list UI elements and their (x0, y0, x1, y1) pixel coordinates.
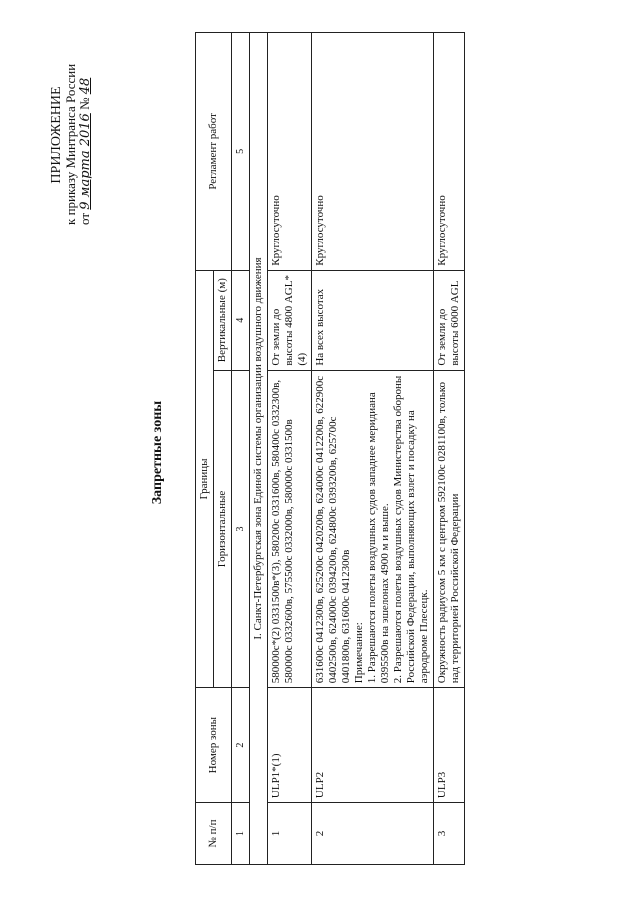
table-row (434, 33, 465, 865)
number-prefix: № (77, 97, 92, 110)
note-item: 1. Разрешаются полеты воздушных судов западнее меридиана 0395500в на эшелонах 4900 м и выше. (366, 392, 391, 684)
horizontal-bounds: 580000с*(2) 0331500в*(3), 580200с 0331600в, 580400с 0332300в, 580000с 0332600в, 575500с 0332000в, 580000с 0331500в (268, 370, 312, 688)
note-title: Примечание: (353, 622, 365, 684)
annex-date-line (78, 45, 93, 225)
vertical-bounds: На всех высотах (312, 270, 434, 370)
vertical-bounds: От земли до высоты 4800 AGL*(4) (268, 270, 312, 370)
annex-block (50, 45, 93, 225)
schedule: Круглосуточно (268, 33, 312, 271)
table-row (312, 33, 434, 865)
header-row (196, 33, 214, 865)
col-number: 3 (232, 370, 250, 688)
col-number: 1 (232, 803, 250, 865)
zone-number: ULP2 (312, 688, 434, 803)
row-num: 1 (268, 803, 312, 865)
table-row (268, 33, 312, 865)
handwritten-date: 9 марта 2016 (78, 113, 93, 210)
zone-number: ULP3 (434, 688, 465, 803)
col-number: 2 (232, 688, 250, 803)
handwritten-number: 48 (78, 77, 93, 95)
section-title: I. Санкт-Петербургская зона Единой системы организации воздушного движения (250, 33, 268, 865)
header-horizontal: Горизонтальные (214, 370, 232, 688)
horizontal-coords: 631600с 0412300в, 625200с 0420200в, 624000с 0412200в, 622900с 0402500в, 624000с 0394200в, 624800с 0393200в, 625700с 0401800в, 631600с 0412300в (314, 375, 352, 684)
section-row (250, 33, 268, 865)
horizontal-bounds: Окружность радиусом 5 км с центром 592100с 0281100в, только над территорией Российской Федерации (434, 370, 465, 688)
annex-title: ПРИЛОЖЕНИЕ (49, 86, 64, 184)
col-number: 4 (232, 270, 250, 370)
row-num: 2 (312, 803, 434, 865)
header-boundaries: Границы (196, 270, 214, 688)
header-zone: Номер зоны (196, 688, 232, 803)
vertical-bounds: От земли до высоты 6000 AGL (434, 270, 465, 370)
schedule: Круглосуточно (434, 33, 465, 271)
zones-table (195, 32, 465, 865)
schedule: Круглосуточно (312, 33, 434, 271)
header-num: № п/п (196, 803, 232, 865)
row-num: 3 (434, 803, 465, 865)
date-prefix: от (77, 212, 92, 225)
horizontal-bounds (312, 370, 434, 688)
document-title: Запретные зоны (150, 400, 165, 505)
annex-order-line: к приказу Минтранса России (63, 63, 78, 225)
col-number: 5 (232, 33, 250, 271)
note-item: 2. Разрешаются полеты воздушных судов Министерства обороны Российской Федерации, выполняющих взлет и посадку на аэродроме Плесецк. (392, 375, 430, 684)
header-schedule: Регламент работ (196, 33, 232, 271)
column-number-row (232, 33, 250, 865)
zone-number: ULP1*(1) (268, 688, 312, 803)
header-vertical: Вертикальные (м) (214, 270, 232, 370)
